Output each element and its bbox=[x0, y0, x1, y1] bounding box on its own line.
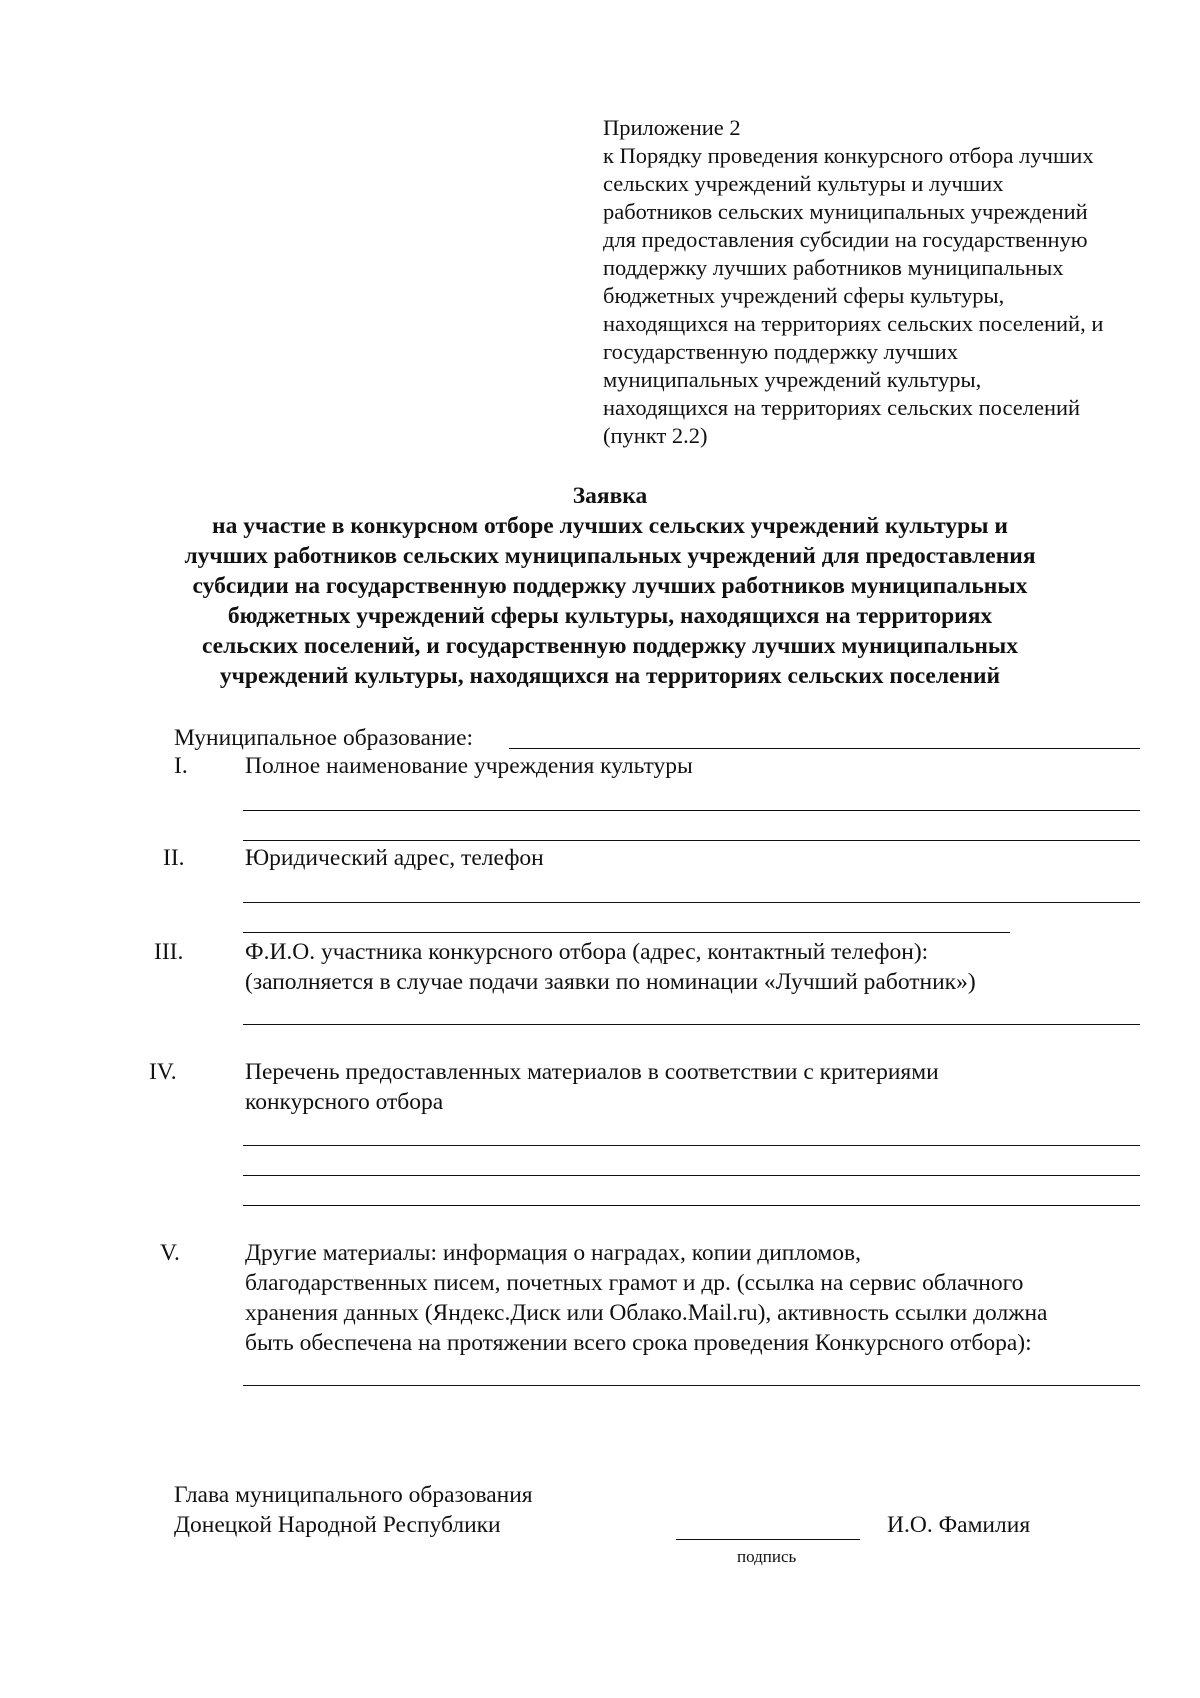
section-line: Перечень предоставленных материалов в соответствии с критериями bbox=[245, 1059, 939, 1085]
signatory-name: И.О. Фамилия bbox=[887, 1512, 1031, 1538]
appendix-line: бюджетных учреждений сферы культуры, bbox=[603, 283, 1005, 308]
section-line: хранения данных (Яндекс.Диск или Облако.Mail.ru), активность ссылки должна bbox=[245, 1300, 1048, 1326]
title-line: учреждений культуры, находящихся на территориях сельских поселений bbox=[219, 663, 1001, 689]
section-line: быть обеспечена на протяжении всего срока проведения Конкурсного отбора): bbox=[245, 1330, 1032, 1356]
section-fill-line[interactable] bbox=[243, 840, 1140, 841]
section-text bbox=[245, 1057, 939, 1117]
section-fill-line[interactable] bbox=[243, 810, 1140, 811]
section-line: благодарственных писем, почетных грамот и др. (ссылка на сервис облачного bbox=[245, 1270, 1024, 1296]
section-line: конкурсного отбора bbox=[245, 1089, 444, 1115]
appendix-line: находящихся на территориях сельских поселений, и bbox=[603, 311, 1104, 336]
section-text bbox=[245, 843, 544, 873]
title-heading: Заявка bbox=[572, 483, 648, 509]
title-line: на участие в конкурсном отборе лучших сельских учреждений культуры и bbox=[212, 513, 1008, 539]
section-fill-line[interactable] bbox=[243, 1175, 1140, 1176]
section-fill-line[interactable] bbox=[243, 1385, 1140, 1386]
section-fill-line[interactable] bbox=[243, 1145, 1140, 1146]
appendix-line: к Порядку проведения конкурсного отбора лучших bbox=[603, 143, 1094, 168]
section-number: IV. bbox=[149, 1059, 177, 1085]
appendix-line: государственную поддержку лучших bbox=[603, 339, 958, 364]
section-fill-line[interactable] bbox=[243, 902, 1140, 903]
section-number: V. bbox=[160, 1240, 180, 1266]
section-fill-line[interactable] bbox=[243, 1024, 1140, 1025]
appendix-line: находящихся на территориях сельских поселений bbox=[603, 395, 1081, 420]
section-text bbox=[245, 751, 693, 781]
appendix-line: муниципальных учреждений культуры, bbox=[603, 367, 982, 392]
section-number: I. bbox=[174, 753, 188, 779]
signature-caption: подпись bbox=[737, 1547, 797, 1566]
section-number: II. bbox=[163, 845, 185, 871]
section-line: Полное наименование учреждения культуры bbox=[245, 753, 693, 779]
section-text bbox=[245, 1238, 1047, 1358]
section-fill-line[interactable] bbox=[243, 1205, 1140, 1206]
section-line: Юридический адрес, телефон bbox=[245, 845, 544, 871]
title-line: лучших работников сельских муниципальных учреждений для предоставления bbox=[184, 543, 1036, 569]
signature-fill-line[interactable] bbox=[676, 1539, 860, 1540]
municipality-label: Муниципальное образование: bbox=[174, 725, 474, 751]
section-number: III. bbox=[154, 939, 184, 965]
title-line: сельских поселений, и государственную поддержку лучших муниципальных bbox=[201, 633, 1019, 659]
title-line: бюджетных учреждений сферы культуры, находящихся на территориях bbox=[227, 603, 993, 629]
appendix-line: работников сельских муниципальных учреждений bbox=[603, 199, 1088, 224]
appendix-line: поддержку лучших работников муниципальных bbox=[603, 255, 1064, 280]
section-line: Другие материалы: информация о наградах, копии дипломов, bbox=[245, 1240, 862, 1266]
signatory-position bbox=[174, 1480, 533, 1540]
signatory-line: Глава муниципального образования bbox=[174, 1482, 533, 1508]
signatory-line: Донецкой Народной Республики bbox=[174, 1512, 501, 1538]
section-fill-line[interactable] bbox=[243, 932, 1010, 933]
section-text bbox=[245, 937, 976, 997]
appendix-line: Приложение 2 bbox=[603, 115, 741, 140]
appendix-line: сельских учреждений культуры и лучших bbox=[603, 171, 1004, 196]
appendix-line: для предоставления субсидии на государственную bbox=[603, 227, 1088, 252]
section-line: Ф.И.О. участника конкурсного отбора (адрес, контактный телефон): bbox=[245, 939, 929, 965]
appendix-note bbox=[603, 114, 1163, 450]
title-line: субсидии на государственную поддержку лучших работников муниципальных bbox=[192, 573, 1028, 599]
document-title bbox=[100, 481, 1120, 691]
appendix-line: (пункт 2.2) bbox=[603, 423, 708, 448]
municipality-fill-line[interactable] bbox=[509, 748, 1140, 749]
section-line: (заполняется в случае подачи заявки по номинации «Лучший работник») bbox=[245, 969, 976, 995]
